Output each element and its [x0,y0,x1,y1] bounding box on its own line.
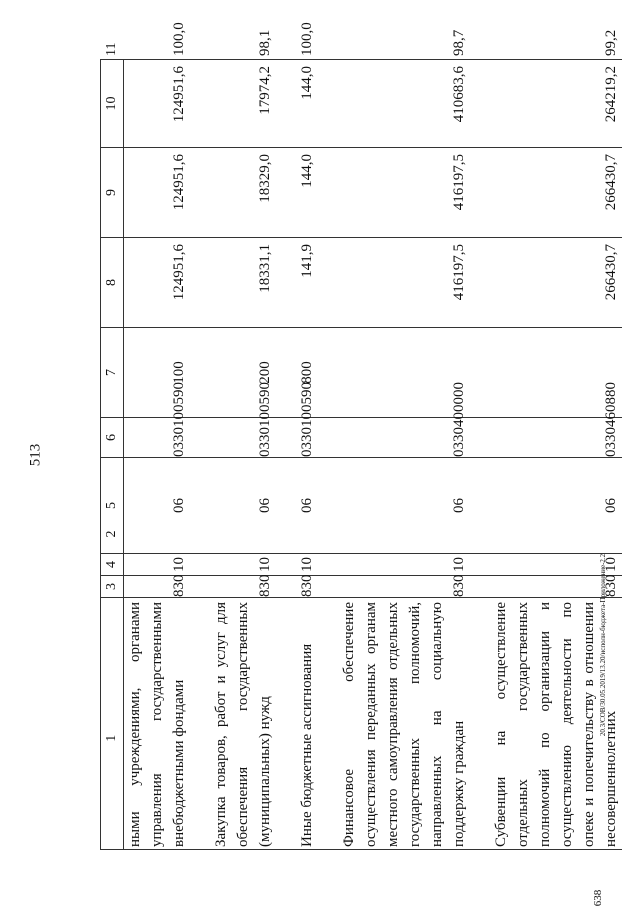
header-cell: 5 [101,458,124,554]
header-cell: 8 [101,238,124,328]
cell-value: 17974,2 [190,60,276,148]
cell-value: 264219,2 [470,60,622,148]
row-name: Финансовое обеспечение осуществления переданных органам местного самоуправления отдельных государственных полномочий, направленных на социальную поддержку граждан [318,598,470,850]
table-header-row: 1 2 3 4 5 6 7 8 9 10 11 [101,60,124,850]
header-cell: 4 [101,554,124,576]
cell-value: 124951,6 [124,148,191,238]
cell-target-article: 0330400000 [318,418,470,458]
cell-section: 10 [318,554,470,576]
row-name: ными учреждениями, органами управления государственными внебюджетными фондами [124,598,191,850]
cell-expense-type: 200 [190,328,276,418]
cell-value: 144,0 [276,60,318,148]
cell-value: 18331,1 [190,238,276,328]
header-cell: 7 [101,328,124,418]
row-name: Субвенции на осуществление отдельных государственных полномочий по организации и осуществлению деятельности по опеке и попечительству в отношении несовершеннолетних [470,598,622,850]
cell-target-article: 0330100590 [124,418,191,458]
cell-subsection: 06 [318,458,470,554]
cell-value: 410683,6 [318,60,470,148]
cell-value: 141,9 [276,238,318,328]
cell-subsection: 06 [276,458,318,554]
cell-value: 144,0 [276,148,318,238]
cell-subsection: 06 [470,458,622,554]
cell-code: 830 [318,576,470,598]
cell-section: 10 [276,554,318,576]
cell-value: 124951,6 [124,238,191,328]
cell-target-article: 0330460880 [470,418,622,458]
footer-document-code: 20.3/СОВ/30.05.2019/13.20/исполн-бюджета-Приложение-2.2 [599,553,607,737]
corner-page-number: 638 [592,889,604,906]
cell-expense-type [470,328,622,418]
header-cell: 1 [101,628,124,850]
cell-code: 830 [276,576,318,598]
cell-value: 266430,7 [470,238,622,328]
budget-table [100,22,622,850]
cell-value: 266430,7 [470,148,622,238]
table-row: Закупка товаров, работ и услуг для обеспечения государственных (муниципальных) нужд 830 10 06 0330100590 200 18331,1 18329,0 17974,2 98,1 [190,60,276,850]
cell-section: 10 [124,554,191,576]
header-cell: 6 [101,418,124,458]
table-row: Субвенции на осуществление отдельных государственных полномочий по организации и осуществлению деятельности по опеке и попечительству в отношении несовершеннолетних 830 10 06 0330460880 266430,7 266430,7 264219,2 99,2 [470,60,622,850]
header-cell: 3 [101,576,124,598]
cell-target-article: 0330100590 [276,418,318,458]
header-cell: 2 [101,598,124,628]
table-row: ными учреждениями, органами управления государственными внебюджетными фондами 830 10 06 0330100590 100 124951,6 124951,6 124951,6 100,0 [124,60,191,850]
cell-value: 124951,6 [124,60,191,148]
cell-target-article: 0330100590 [190,418,276,458]
cell-code: 830 [470,576,622,598]
cell-code: 830 [190,576,276,598]
cell-expense-type: 100 [124,328,191,418]
cell-expense-type: 800 [276,328,318,418]
cell-section: 10 [190,554,276,576]
cell-subsection: 06 [124,458,191,554]
row-name: Закупка товаров, работ и услуг для обеспечения государственных (муниципальных) нужд [190,598,276,850]
cell-value: 18329,0 [190,148,276,238]
cell-value: 416197,5 [318,238,470,328]
cell-subsection: 06 [190,458,276,554]
cell-code: 830 [124,576,191,598]
row-name: Иные бюджетные ассигнования [276,598,318,850]
table-row: Финансовое обеспечение осуществления переданных органам местного самоуправления отдельных государственных полномочий, направленных на социальную поддержку граждан 830 10 06 0330400000 416197,5 416197,5 410683,6 98,7 [318,60,470,850]
cell-section: 10 [470,554,622,576]
table-row: Иные бюджетные ассигнования 830 10 06 0330100590 800 141,9 144,0 144,0 100,0 [276,60,318,850]
header-cell: 9 [101,148,124,238]
page-number: 513 [27,443,44,467]
cell-expense-type [318,328,470,418]
cell-value: 416197,5 [318,148,470,238]
header-cell: 10 [101,60,124,148]
